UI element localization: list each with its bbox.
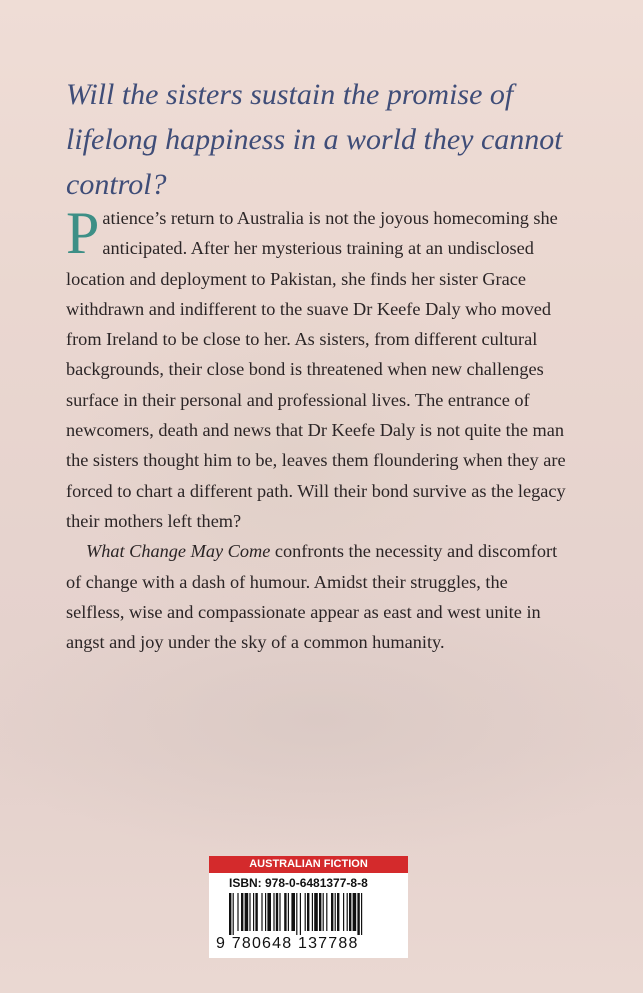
barcode-icon	[229, 893, 397, 935]
blurb	[66, 200, 566, 657]
blurb-paragraph-2	[66, 536, 566, 657]
ean-digits: 9 780648 137788	[216, 935, 359, 952]
book-title: What Change May Come	[86, 541, 271, 562]
genre-label: AUSTRALIAN FICTION	[209, 856, 408, 873]
blurb-paragraph-1-text: atience’s return to Australia is not the joyous homecoming she anticipated. After her mysterious training at an undisclosed location and deployment to Pakistan, she finds her sister Grace withdrawn and indifferent to the suave Dr Keefe Daly who moved from Ireland to be close to her. As sisters, from different cultural backgrounds, their close bond is threatened when new challenges surface in their personal and professional lives. The entrance of newcomers, death and news that Dr Keefe Daly is not quite the man the sisters thought him to be, leaves them floundering when they are forced to chart a different path. Will their bond survive as the legacy their mothers left them?	[66, 208, 566, 531]
tagline: Will the sisters sustain the promise of lifelong happiness in a world they cannot control?	[66, 78, 563, 201]
blurb-paragraph-2-text: confronts the necessity and discomfort of change with a dash of humour. Amidst their struggles, the selfless, wise and compassionate appear as east and west unite in angst and joy under the sky of a common humanity.	[66, 541, 558, 653]
blurb-paragraph-1	[66, 200, 566, 536]
barcode-box	[209, 856, 408, 958]
isbn-number: ISBN: 978-0-6481377-8-8	[229, 876, 368, 890]
drop-cap: P	[66, 200, 100, 266]
